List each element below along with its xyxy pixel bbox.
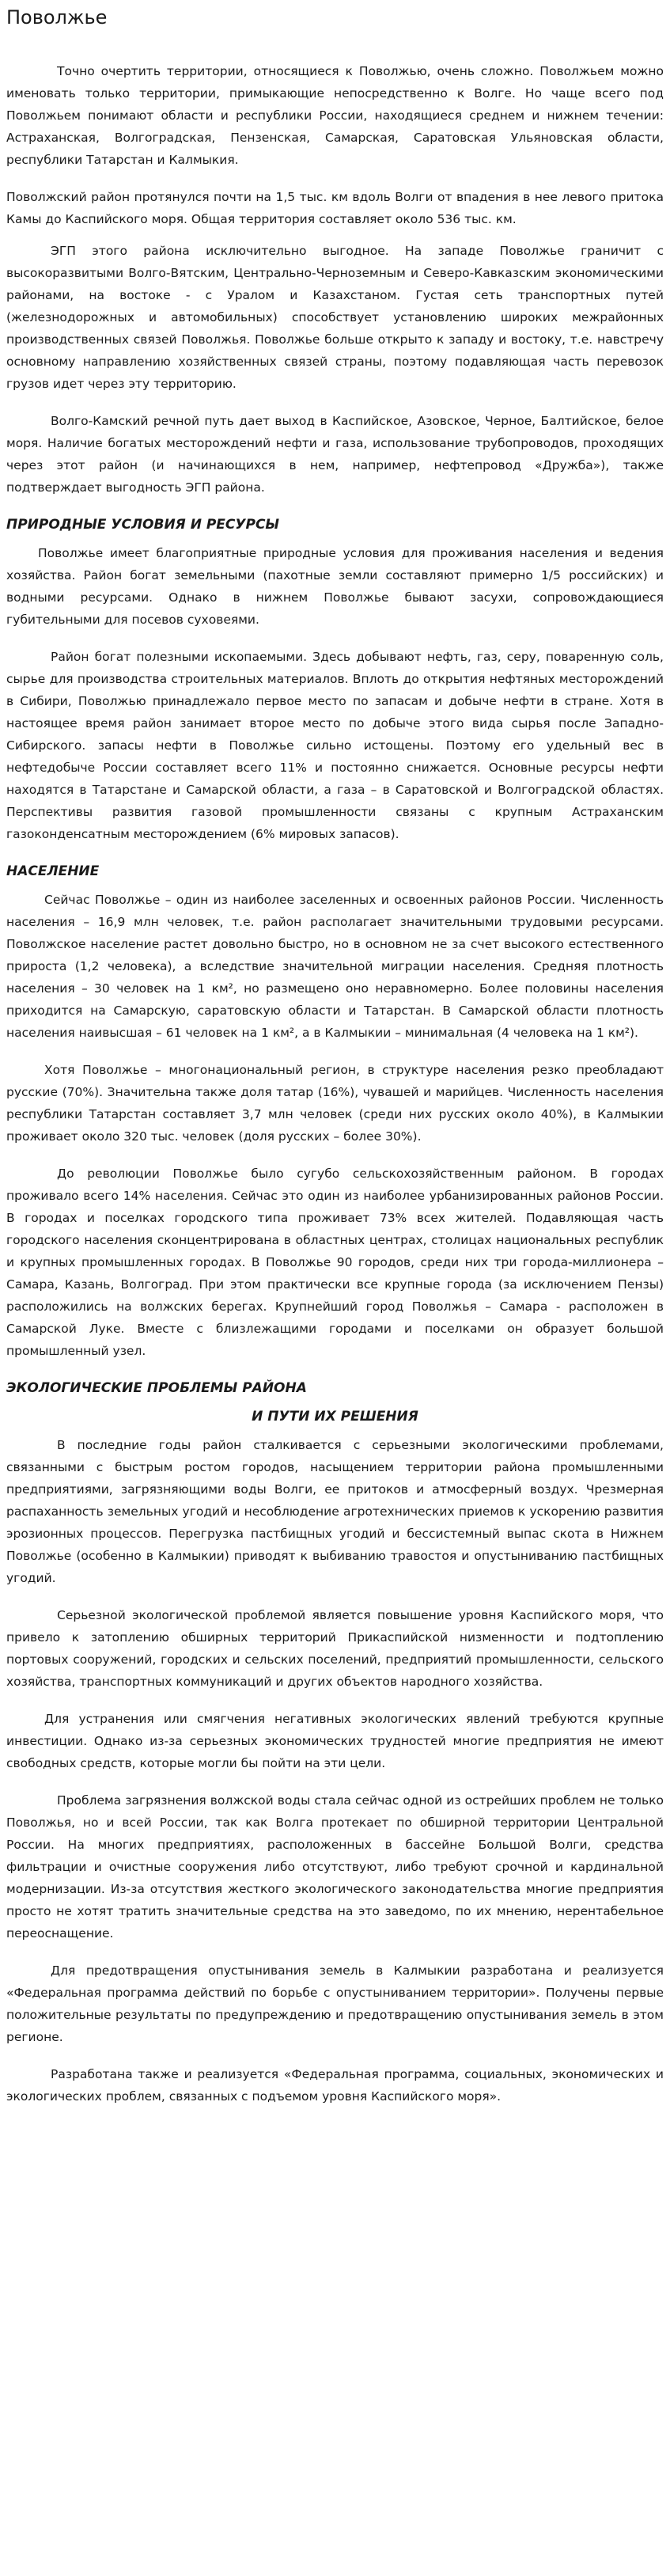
spacer xyxy=(6,28,664,60)
paragraph: Для предотвращения опустынивания земель в Калмыкии разработана и реализуется «Федеральная программа действий по борьбе с опустыниванием территории». Получены первые положительные результаты по предупреждению и предотвращению опустынивания земель в этом регионе. xyxy=(6,1963,664,2044)
paragraph: Поволжский район протянулся почти на 1,5 тыс. км вдоль Волги от впадения в нее левого притока Камы до Каспийского моря. Общая территория составляет около 536 тыс. км. xyxy=(6,190,664,226)
paragraph: Разработана также и реализуется «Федеральная программа, социальных, экономических и экологических проблем, связанных с подъемом уровня Каспийского моря». xyxy=(6,2067,664,2104)
paragraph: Сейчас Поволжье – один из наиболее заселенных и освоенных районов России. Численность населения – 16,9 млн человек, т.е. район располагает значительными трудовыми ресурсами. Поволжское население растет довольно быстро, но в основном не за счет высокого естественного прироста (1,2 человека), а вследствие значительной миграции населения. Средняя плотность населения – 30 человек на 1 км², но размещено оно неравномерно. Более половины населения приходится на Самарскую, саратовскую области и Татарстан. В Самарской области плотность населения наивысшая – 61 человек на 1 км², а в Калмыкии – минимальная (4 человека на 1 км²). xyxy=(6,893,664,1040)
paragraph: Серьезной экологической проблемой является повышение уровня Каспийского моря, что привело к затоплению обширных территорий Прикаспийской низменности и подтоплению портовых сооружений, городских и сельских поселений, предприятий промышленности, сельского хозяйства, транспортных коммуникаций и других объектов народного хозяйства. xyxy=(6,1608,664,1689)
paragraph: Волго-Камский речной путь дает выход в Каспийское, Азовское, Черное, Балтийское, белое моря. Наличие богатых месторождений нефти и газа, использование трубопроводов, проходящих через этот район (и начинающихся в нем, например, нефтепровод «Дружба»), также подтверждает выгодность ЭГП района. xyxy=(6,414,664,495)
section-heading-nature: ПРИРОДНЫЕ УСЛОВИЯ И РЕСУРСЫ xyxy=(6,517,280,533)
paragraph: В последние годы район сталкивается с серьезными экологическими проблемами, связанными с быстрым ростом городов, насыщением территории района промышленными предприятиями, загрязняющими воды Волги, ее притоков и атмосферный воздух. Чрезмерная распаханность земельных угодий и несоблюдение агротехнических приемов к ускорению развития эрозионных процессов. Перегрузка пастбищных угодий и бессистемный выпас скота в Нижнем Поволжье (особенно в Калмыкии) приводят к выбиванию травостоя и опустыниванию пастбищных угодий. xyxy=(6,1438,664,1585)
page-title: Поволжье xyxy=(6,6,108,28)
paragraph: Хотя Поволжье – многонациональный регион, в структуре населения резко преобладают русские (70%). Значительна также доля татар (16%), чувашей и марийцев. Численность населения республики Татарстан составляет 3,7 млн человек (среди них русских около 40%), в Калмыкии проживает около 320 тыс. человек (доля русских – более 30%). xyxy=(6,1063,664,1144)
paragraph: Поволжье имеет благоприятные природные условия для проживания населения и ведения хозяйства. Район богат земельными (пахотные земли составляют примерно 1/5 российских) и водными ресурсами. Однако в нижнем Поволжье бывают засухи, сопровождающиеся губительными для посевов суховеями. xyxy=(6,546,664,627)
section-heading-population: НАСЕЛЕНИЕ xyxy=(6,863,100,879)
paragraph: ЭГП этого района исключительно выгодное. На западе Поволжье граничит с высокоразвитыми Волго-Вятским, Центрально-Черноземным и Северо-Кавказским экономическими районами, на востоке - с Уралом и Казахстаном. Густая сеть транспортных путей (железнодорожных и автомобильных) способствует установлению широких межрайонных производственных связей Поволжья. Поволжье больше открыто к западу и востоку, т.е. навстречу основному направлению хозяйственных связей страны, поэтому подавляющая часть перевозок грузов идет через эту территорию. xyxy=(6,244,664,391)
paragraph: До революции Поволжье было сугубо сельскохозяйственным районом. В городах проживало всего 14% населения. Сейчас это один из наиболее урбанизированных районов России. В городах и поселках городского типа проживает 73% всех жителей. Подавляющая часть городского населения сконцентрирована в областных центрах, столицах национальных республик и крупных промышленных городах. В Поволжье 90 городов, среди них три города-миллионера – Самара, Казань, Волгоград. При этом практически все крупные города (за исключением Пензы) расположились на волжских берегах. Крупнейший город Поволжья – Самара - расположен в Самарской Луке. Вместе с близлежащими городами и поселками он образует большой промышленный узел. xyxy=(6,1167,664,1358)
paragraph: Проблема загрязнения волжской воды стала сейчас одной из острейших проблем не только Поволжья, но и всей России, так как Волга протекает по обширной территории Центральной России. На многих предприятиях, расположенных в бассейне Большой Волги, средства фильтрации и очистные сооружения либо отсутствуют, либо требуют срочной и кардинальной модернизации. Из-за отсутствия жесткого экологического законодательства многие предприятия просто не хотят тратить значительные средства на это заведомо, по их мнению, нерентабельное переоснащение. xyxy=(6,1793,664,1941)
section-heading-ecology-sub: И ПУТИ ИХ РЕШЕНИЯ xyxy=(252,1409,418,1425)
section-heading-ecology: ЭКОЛОГИЧЕСКИЕ ПРОБЛЕМЫ РАЙОНА xyxy=(6,1380,307,1396)
paragraph: Для устранения или смягчения негативных экологических явлений требуются крупные инвестиции. Однако из-за серьезных экономических трудностей многие предприятия не имеют свободных средств, которые могли бы пойти на эти цели. xyxy=(6,1712,664,1770)
paragraph: Район богат полезными ископаемыми. Здесь добывают нефть, газ, серу, поваренную соль, сырье для производства строительных материалов. Вплоть до открытия нефтяных месторождений в Сибири, Поволжью принадлежало первое место по запасам и добыче нефти в стране. Хотя в настоящее время район занимает второе место по добыче этого вида сырья после Западно-Сибирского. запасы нефти в Поволжье сильно истощены. Поэтому его удельный вес в нефтедобыче России составляет всего 11% и постоянно снижается. Основные ресурсы нефти находятся в Татарстане и Самарской области, а газа – в Саратовской и Волгоградской областях. Перспективы развития газовой промышленности связаны с крупным Астраханским газоконденсатным месторождением (6% мировых запасов). xyxy=(6,650,664,841)
paragraph: Точно очертить территории, относящиеся к Поволжью, очень сложно. Поволжьем можно именовать только территории, примыкающие непосредственно к Волге. Но чаще всего под Поволжьем понимают области и республики России, находящиеся среднем и нижнем течении: Астраханская, Волгоградская, Пензенская, Самарская, Саратовская Ульяновская области, республики Татарстан и Калмыкия. xyxy=(6,64,664,167)
